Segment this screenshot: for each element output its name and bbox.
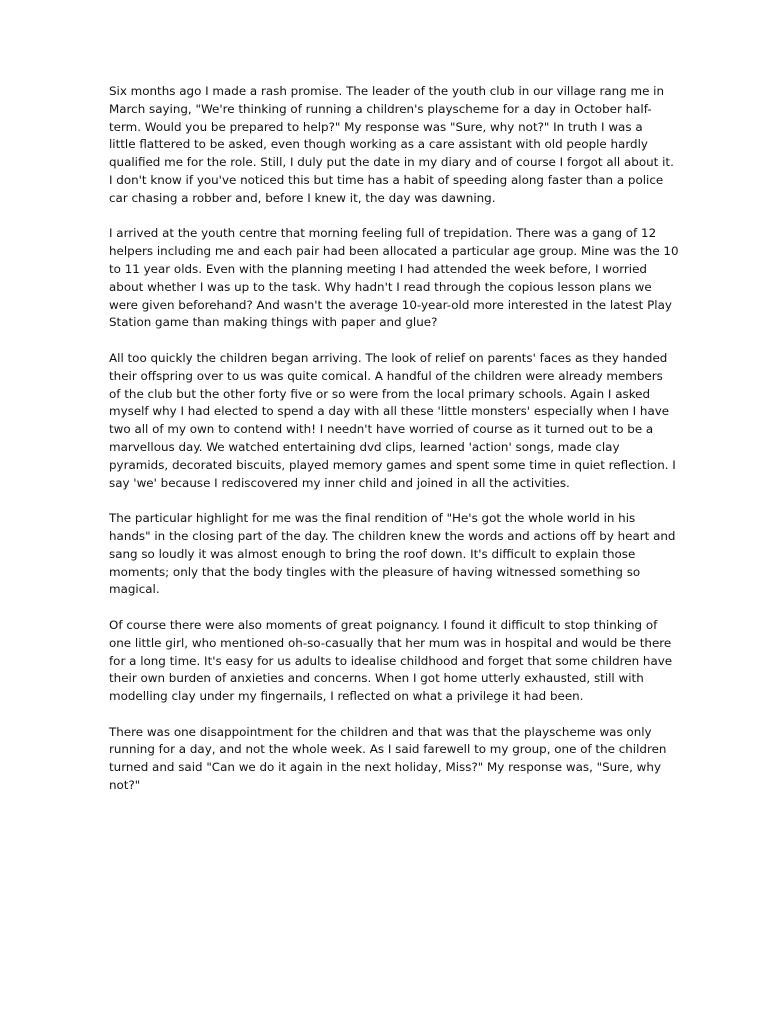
document-body [109,83,679,813]
text-line: two all of my own to contend with! I needn't have worried of course as it turned out to be a [109,422,654,437]
text-line: running for a day, and not the whole week. As I said farewell to my group, one of the children [109,742,667,757]
text-line: qualified me for the role. Still, I duly put the date in my diary and of course I forgot all about it. [109,155,674,170]
text-line: little flattered to be asked, even though working as a care assistant with old people hardly [109,137,648,152]
text-line: Six months ago I made a rash promise. The leader of the youth club in our village rang me in [109,84,665,98]
text-line: were given beforehand? And wasn't the average 10-year-old more interested in the latest Play [109,297,672,312]
text-line: about whether I was up to the task. Why hadn't I read through the copious lesson plans we [109,279,652,294]
text-line: All too quickly the children began arriving. The look of relief on parents' faces as they handed [109,350,668,365]
text-line: Station game than making things with paper and glue? [109,315,438,330]
text-line: car chasing a robber and, before I knew it, the day was dawning. [109,190,496,205]
text-line: not?" [109,778,141,793]
text-line: their offspring over to us was quite comical. A handful of the children were already members [109,368,663,383]
text-line: term. Would you be prepared to help?" My response was "Sure, why not?" In truth I was a [109,119,643,134]
paragraph-6 [109,724,667,795]
text-line: for a long time. It's easy for us adults to idealise childhood and forget that some children have [109,653,673,668]
text-line: hands" in the closing part of the day. The children knew the words and actions off by heart and [109,528,676,543]
text-line: helpers including me and each pair had been allocated a particular age group. Mine was the 10 [109,244,679,259]
text-line: turned and said "Can we do it again in the next holiday, Miss?" My response was, "Sure, why [109,760,661,775]
text-line: marvellous day. We watched entertaining dvd clips, learned 'action' songs, made clay [109,439,620,454]
text-line: I don't know if you've noticed this but time has a habit of speeding along faster than a police [109,172,664,187]
text-line: say 'we' because I rediscovered my inner child and joined in all the activities. [109,475,570,490]
text-line: to 11 year olds. Even with the planning meeting I had attended the week before, I worried [109,261,647,276]
paragraph-1 [109,83,674,208]
text-line: their own burden of anxieties and concerns. When I got home utterly exhausted, still with [109,671,644,686]
paragraph-4 [109,510,676,599]
text-line: of the club but the other forty five or so were from the local primary schools. Again I asked [109,386,651,401]
paragraph-3 [109,350,676,492]
text-line: one little girl, who mentioned oh-so-casually that her mum was in hospital and would be there [109,635,672,650]
text-line: The particular highlight for me was the final rendition of "He's got the whole world in his [109,511,636,526]
text-line: I arrived at the youth centre that morning feeling full of trepidation. There was a gang of 12 [109,226,657,241]
text-line: Of course there were also moments of great poignancy. I found it difficult to stop thinking of [109,617,658,632]
text-line: moments; only that the body tingles with the pleasure of having witnessed something so [109,564,641,579]
text-line: magical. [109,582,160,597]
paragraph-2 [109,225,679,332]
text-line: myself why I had elected to spend a day with all these 'little monsters' especially when I have [109,404,670,419]
text-line: There was one disappointment for the children and that was that the playscheme was only [109,724,652,739]
text-line: March saying, "We're thinking of running a children's playscheme for a day in October half- [109,101,652,116]
paragraph-5 [109,617,673,706]
text-line: sang so loudly it was almost enough to bring the roof down. It's difficult to explain those [109,546,636,561]
text-line: modelling clay under my fingernails, I reflected on what a privilege it had been. [109,689,584,704]
text-line: pyramids, decorated biscuits, played memory games and spent some time in quiet reflection. I [109,457,676,472]
